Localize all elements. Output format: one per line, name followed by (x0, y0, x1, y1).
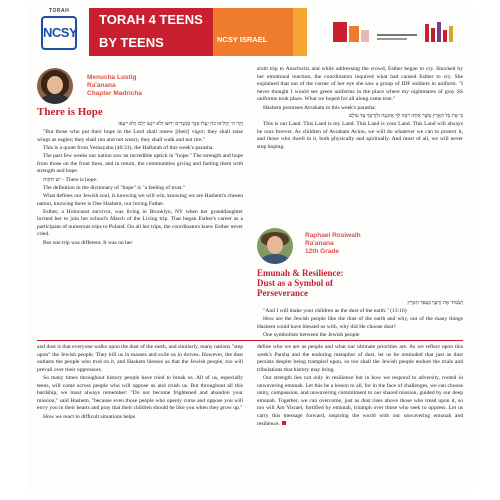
header-title-line2: BY TEENS (99, 35, 164, 50)
header-band-orange (213, 8, 293, 56)
article1-paragraph: So many times throughout history people have tried to break us. All of us, especially teens, will come across people who will oppose us and crush us. But throughout all this hardship, we must always remember: "Do not become frightened and abandon your mission," said Hashem, "because even those people who openly curse and oppose you will envy you in their hearts and pray that their children should be like you when they grow up." (37, 374, 243, 412)
article2-paragraph: "And I will make your children as the dust of the earth." (13:16) (263, 308, 407, 315)
author-city: Ra'anana (305, 240, 334, 247)
article2-paragraph: Our strength lies not only in resilience but in how we respond to adversity, rooted in unwavering emunah. Let this be a lesson to all, for in the face of challenges, we can choose unity, compassion, and unwavering commitment to our shared mission, guided by our deep emunah. Together, we can overcome, just as dust rises above those who tread upon it, so too will Am Yisrael, fortified by emunah, triumph over those who seek to oppress. Let us carry this message forward, inspiring the world with our unwavering emunah and resilience. (257, 374, 463, 427)
article2-hebrew-quote: וְשַׂמְתִּי אֶת זַרְעֲךָ כַּעֲפַר הָאָרֶץ (407, 300, 463, 306)
author-role: Chapter Madricha (87, 90, 142, 97)
author-name-raphael (305, 232, 361, 256)
ncsy-logo (31, 8, 87, 56)
article1-paragraph: Esther, a Holocaust survivor, was living in Brooklyn, NY when her granddaughter invited her to join her school's March of the Living trip. That began Esther's career as a participant of numerous trips to Poland. On all her trips, the coordinators knew Esther never cried. (37, 208, 243, 238)
article1-continued-column (257, 66, 463, 152)
article1-hebrew-verse: כִּי אֶת כָּל הָאָרֶץ אֲשֶׁר אַתָּה רֹאֶה לְךָ אֶתְּנֶנָּה וּלְזַרְעֲךָ עַד עוֹלָם (348, 112, 463, 119)
author-photo-menucha (37, 68, 73, 104)
author-photo-raphael (257, 228, 293, 264)
author-name: Menucha Lustig (87, 74, 137, 81)
article1-paragraph: What defines our Jewish soul, is knowing we will win, knowing we are Hashem's chosen nation, knowing there is One Hashem, our loving Father. (37, 192, 243, 207)
article1-paragraph: יש תקוה - There is hope. (43, 176, 98, 183)
article1-paragraph: Hashem promises Avraham in this week's parasha: (263, 104, 377, 111)
article1-paragraph: sixth trip to Auschwitz and while addressing the crowd, Esther began to cry. Shocked by her emotional reaction, the coordinators inquired what had caused Esther to cry. She explained that out of the corner of her eye she saw a group of IDF soldiers in uniform. "I never thought I would see green uniforms in the place where my nightmares of gray SS uniforms took place. What we hoped for all along came true." (257, 66, 463, 103)
article2-title-line: Perseverance (257, 288, 308, 298)
article2-column (257, 268, 463, 340)
logo-tag: TORAH (49, 8, 70, 14)
header-title-line1: TORAH 4 TEENS (99, 12, 203, 27)
article2-lower-column (257, 344, 463, 429)
author-name: Raphael Rosiwalh (305, 232, 361, 239)
article2-paragraph: How are the Jewish people like the dust of the earth and why, out of the many things Hashem could have blessed us with, why did He choose dust? (257, 316, 463, 330)
page-header (27, 6, 473, 58)
article1-paragraph: How we react to difficult situations helps (43, 413, 136, 420)
article1-lower-column (37, 344, 243, 422)
article1-hebrew-quote: וְקוֹי ה׳ יַחֲלִיפוּ כֹחַ יַעֲלוּ אֵבֶר כַּנְּשָׁרִים יָרוּצוּ וְלֹא יִיגָעוּ יֵלְכוּ וְלֹא יִיעָפוּ (118, 121, 243, 127)
article1-title: There is Hope (37, 106, 103, 118)
logo-text: NCSY (41, 16, 77, 50)
end-mark-icon (282, 421, 286, 425)
article1-paragraph: But one trip was different. It was on her (43, 239, 133, 246)
header-org: NCSY ISRAEL (217, 35, 268, 44)
author-name-menucha (87, 74, 142, 98)
article2-title (257, 268, 463, 298)
article1-paragraph: and dust is that everyone walks upon the dust of the earth, and similarly, many nations "step upon" the Jewish people. They kill us in masses and exile us in droves. However, the dust outlasts the people who trod on it, and Hashem blesses us that the Jewish people, too will prevail over their oppressors. (37, 344, 243, 373)
article2-paragraph: define who we are as people and what our ultimate priorities are. As we reflect upon this week's Parsha and the enduring metaphor of dust, let us be reminded that just as dust persists despite being trampled upon, so too shall the Jewish people endure the trials and tribulations that history may bring. (257, 344, 463, 373)
article1-paragraph: This is a quote from Yeshayahu (40:31), the Haftarah of this week's parasha. (43, 144, 214, 151)
author-role: 12th Grade (305, 248, 339, 255)
section-divider (37, 340, 463, 341)
article1-paragraph: This is our Land. This Land is my Land. This Land is your Land. This Land will always be ours forever. As children of Avraham Avinu, we will do whatever we can to protect it, and those who dwell in it, both physically and spiritually. And most of all, we will never stop hoping. (257, 120, 463, 150)
article2-title-line: Dust as a Symbol of (257, 278, 334, 288)
article2-title-line: Emunah & Resilience: (257, 268, 344, 278)
article1-paragraph: "But those who put their hope in the Lord shall renew [their] vigor; they shall raise wings as eagles; they shall run and not weary, they shall walk and not tire." (37, 129, 243, 143)
header-band-gold (293, 8, 307, 56)
article1-column (37, 106, 243, 248)
sponsor-logos (327, 16, 467, 46)
article1-paragraph: The past few weeks our nation saw an incredible uptick in "hope." The strength and hope from those on the front lines, and in return, the communities giving and fueling them with strength and hope. (37, 153, 243, 175)
article2-paragraph: One symbolism between the Jewish people (263, 332, 360, 339)
author-city: Ra'anana (87, 82, 116, 89)
newspaper-page (27, 6, 473, 494)
article1-paragraph: The definition in the dictionary of "hope" is "a feeling of trust." (43, 184, 186, 191)
